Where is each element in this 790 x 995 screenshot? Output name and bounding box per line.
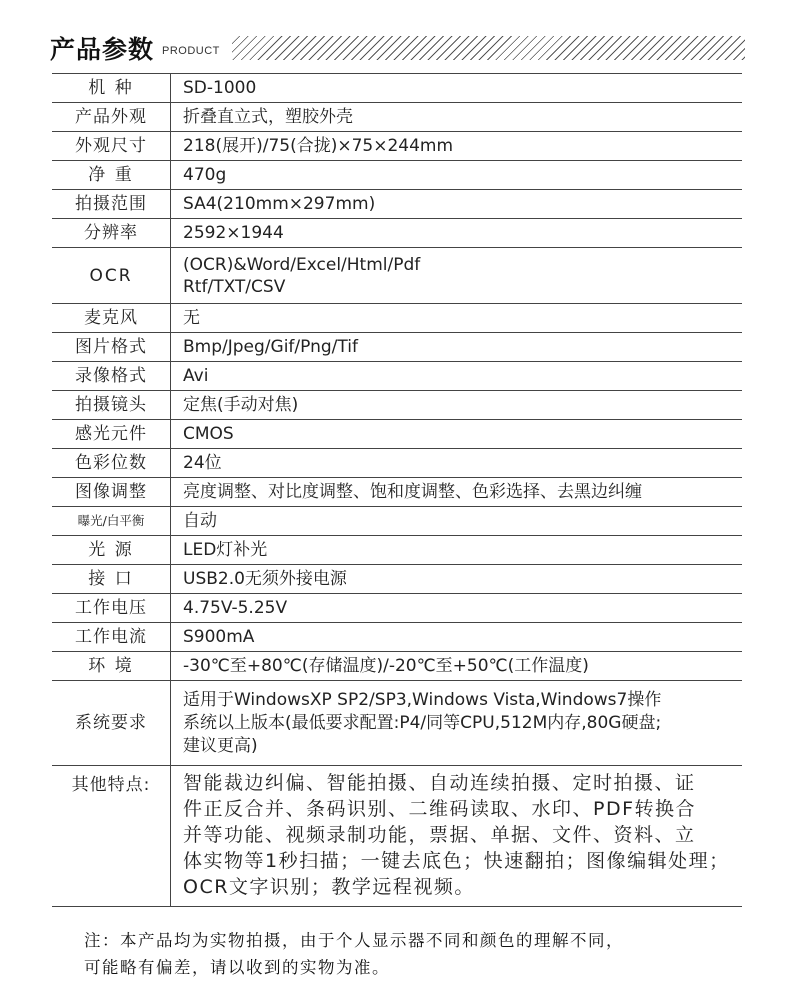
note-line: 注：本产品均为实物拍摄，由于个人显示器不同和颜色的理解不同， [84, 931, 624, 950]
spec-label: 系统要求 [52, 681, 171, 766]
spec-value: 亮度调整、对比度调整、饱和度调整、色彩选择、去黑边纠缠 [171, 478, 743, 507]
spec-row [52, 478, 742, 507]
section-subtitle: PRODUCT [162, 45, 220, 57]
spec-label: 拍摄镜头 [52, 391, 171, 420]
spec-label: 麦克风 [52, 304, 171, 333]
spec-label: 光 源 [52, 536, 171, 565]
spec-row [52, 507, 742, 536]
spec-row [52, 623, 742, 652]
section-header [50, 28, 745, 62]
spec-row [52, 391, 742, 420]
note-line: 可能略有偏差，请以收到的实物为准。 [84, 958, 390, 977]
spec-row [52, 681, 742, 766]
spec-value: 定焦(手动对焦) [171, 391, 743, 420]
spec-label: 色彩位数 [52, 449, 171, 478]
spec-value: 4.75V-5.25V [171, 594, 743, 623]
spec-label: 拍摄范围 [52, 190, 171, 219]
spec-label: 接 口 [52, 565, 171, 594]
spec-value: 24位 [171, 449, 743, 478]
spec-row [52, 190, 742, 219]
spec-row [52, 248, 742, 304]
spec-label: 感光元件 [52, 420, 171, 449]
spec-value: 折叠直立式，塑胶外壳 [171, 103, 743, 132]
spec-label: 其他特点: [52, 766, 171, 907]
spec-label: 净 重 [52, 161, 171, 190]
spec-value: 无 [171, 304, 743, 333]
spec-row [52, 766, 742, 907]
spec-value: SD-1000 [171, 74, 743, 103]
header-hatch-decoration [232, 36, 745, 60]
spec-row [52, 132, 742, 161]
spec-value: -30℃至+80℃(存储温度)/-20℃至+50℃(工作温度) [171, 652, 743, 681]
spec-value: Bmp/Jpeg/Gif/Png/Tif [171, 333, 743, 362]
spec-row [52, 420, 742, 449]
spec-value-line: 系统以上版本(最低要求配置:P4/同等CPU,512M内存,80G硬盘; [183, 712, 662, 733]
spec-value-line: 件正反合并、条码识别、二维码读取、水印、PDF转换合 [183, 798, 697, 820]
spec-label: 录像格式 [52, 362, 171, 391]
spec-value: USB2.0无须外接电源 [171, 565, 743, 594]
spec-value: Avi [171, 362, 743, 391]
spec-value-line: 适用于WindowsXP SP2/SP3,Windows Vista,Windows7操作 [183, 689, 662, 710]
spec-row [52, 362, 742, 391]
spec-value-line: OCR文字识别；教学远程视频。 [183, 876, 475, 898]
spec-label: 外观尺寸 [52, 132, 171, 161]
spec-value-line: 智能裁边纠偏、智能拍摄、自动连续拍摄、定时拍摄、证 [183, 772, 696, 794]
spec-label: 曝光/白平衡 [52, 507, 171, 536]
spec-value-line: (OCR)&Word/Excel/Html/Pdf [183, 254, 421, 275]
spec-value-line: 并等功能、视频录制功能，票据、单据、文件、资料、立 [183, 824, 696, 846]
spec-value: SA4(210mm×297mm) [171, 190, 743, 219]
spec-row [52, 219, 742, 248]
spec-value [171, 766, 743, 907]
spec-label: 图像调整 [52, 478, 171, 507]
spec-row [52, 594, 742, 623]
disclaimer-note [84, 927, 764, 981]
spec-row [52, 565, 742, 594]
section-title: 产品参数 [50, 35, 155, 64]
spec-value: LED灯补光 [171, 536, 743, 565]
spec-value: CMOS [171, 420, 743, 449]
spec-label: 工作电流 [52, 623, 171, 652]
spec-value: 218(展开)/75(合拢)×75×244mm [171, 132, 743, 161]
spec-label: 图片格式 [52, 333, 171, 362]
spec-value [171, 681, 743, 766]
spec-value-line: 体实物等1秒扫描；一键去底色；快速翻拍；图像编辑处理； [183, 850, 730, 872]
spec-label: 产品外观 [52, 103, 171, 132]
spec-row [52, 74, 742, 103]
spec-row [52, 304, 742, 333]
spec-row [52, 449, 742, 478]
spec-value: 自动 [171, 507, 743, 536]
spec-row [52, 333, 742, 362]
spec-row [52, 161, 742, 190]
spec-label: OCR [52, 248, 171, 304]
spec-value [171, 248, 743, 304]
spec-value: 2592×1944 [171, 219, 743, 248]
spec-label: 环 境 [52, 652, 171, 681]
spec-label: 机 种 [52, 74, 171, 103]
spec-row [52, 652, 742, 681]
spec-table [52, 73, 742, 907]
spec-value-line: 建议更高) [183, 735, 258, 756]
spec-label: 分辨率 [52, 219, 171, 248]
spec-value: S900mA [171, 623, 743, 652]
spec-value: 470g [171, 161, 743, 190]
spec-row [52, 536, 742, 565]
spec-value-line: Rtf/TXT/CSV [183, 276, 286, 297]
spec-label: 工作电压 [52, 594, 171, 623]
spec-row [52, 103, 742, 132]
